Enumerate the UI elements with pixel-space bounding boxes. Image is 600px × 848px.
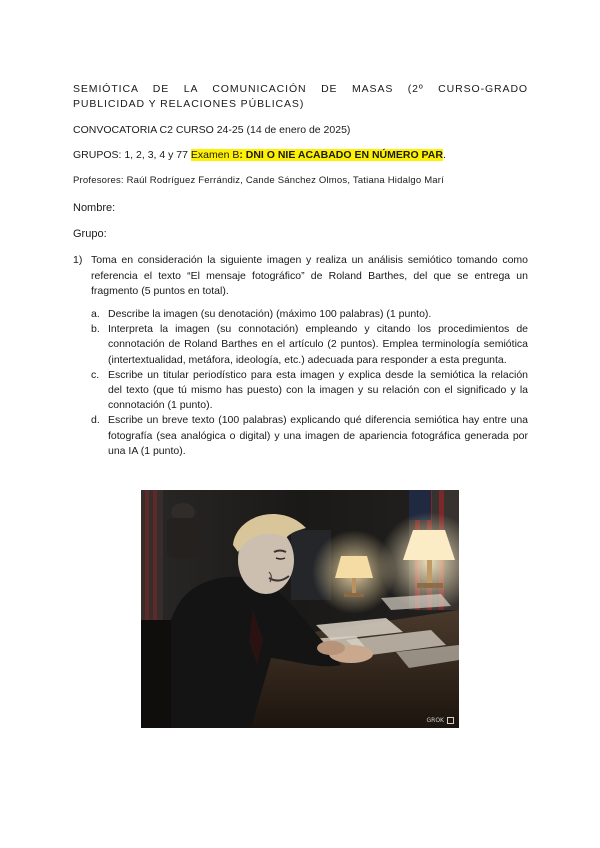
exam-session: CONVOCATORIA C2 CURSO 24-25 (14 de enero de 2025) xyxy=(73,124,351,136)
question-1-number: 1) xyxy=(73,254,83,266)
subitem-c xyxy=(91,368,528,414)
course-title: SEMIÓTICA DE LA COMUNICACIÓN DE MASAS (2º CURSO-GRADO PUBLICIDAD Y RELACIONES PÚBLICAS) xyxy=(73,83,528,110)
subitem-letter: b. xyxy=(91,323,100,336)
photo-illustration xyxy=(141,490,459,728)
exam-variant-label: Examen B xyxy=(190,149,240,161)
subitem-text: Escribe un breve texto (100 palabras) explicando qué diferencia semiótica hay entre una fotografía (sea analógica o digital) y una imagen de apariencia fotográfica generada por una IA (1 punto). xyxy=(108,414,528,457)
subitem-b xyxy=(91,322,528,368)
groups-line xyxy=(73,148,446,163)
watermark-text: GROK xyxy=(426,717,444,724)
exam-variant-condition: : DNI O NIE ACABADO EN NÚMERO PAR xyxy=(239,149,443,161)
subitem-letter: c. xyxy=(91,368,100,381)
subitem-text: Interpreta la imagen (su connotación) empleando y citando los procedimientos de connotación de Roland Barthes en el artículo (2 puntos). Emplea terminología semiótica (intertextualidad, metáfora, ideología, etc.) adecuada para responder a esta pregunta. xyxy=(108,323,528,366)
subitem-a xyxy=(91,307,528,322)
question-1 xyxy=(73,253,528,300)
groups-line-end: . xyxy=(442,149,446,161)
exam-photo xyxy=(141,490,459,728)
subitem-d xyxy=(91,413,528,459)
professors-line: Profesores: Raúl Rodríguez Ferrándiz, Cande Sánchez Olmos, Tatiana Hidalgo Marí xyxy=(73,175,444,186)
question-1-text: Toma en consideración la siguiente imagen y realiza un análisis semiótico tomando como referencia el texto “El mensaje fotográfico” de Roland Barthes, del que se entrega un fragmento (5 puntos en total). xyxy=(91,254,528,297)
group-field-label: Grupo: xyxy=(73,228,107,240)
subitem-letter: a. xyxy=(91,308,100,320)
subitem-text: Describe la imagen (su denotación) (máximo 100 palabras) (1 punto). xyxy=(108,308,432,320)
question-1-subitems xyxy=(91,307,528,459)
groups-list: GRUPOS: 1, 2, 3, 4 y 77 xyxy=(73,149,191,161)
watermark-logo-icon xyxy=(447,717,454,724)
name-field-label: Nombre: xyxy=(73,202,116,214)
photo-watermark xyxy=(427,717,454,724)
flag-left xyxy=(141,490,163,620)
subitem-text: Escribe un titular periodístico para esta imagen y explica desde la semiótica la relación del texto (que tú mismo has puesto) con la imagen y su relación con el significado y la connotación (1 punto). xyxy=(108,368,528,412)
subitem-letter: d. xyxy=(91,414,100,427)
